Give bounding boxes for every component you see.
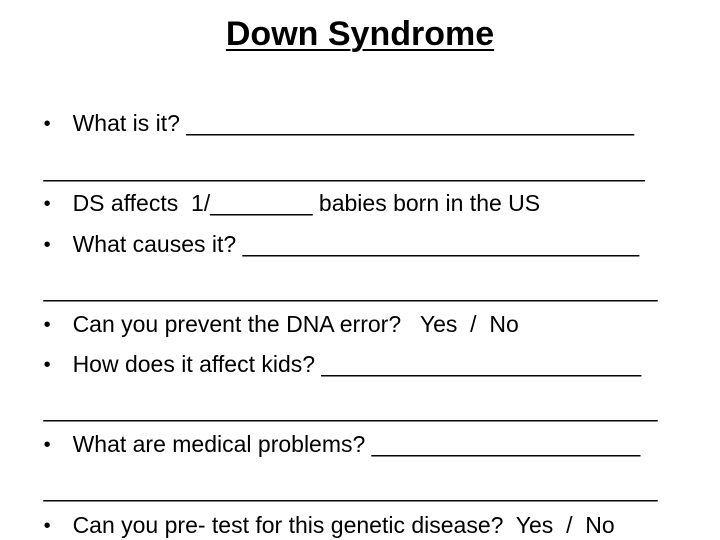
line-text: How does it affect kids? _________________________ [72, 351, 642, 377]
page-title: Down Syndrome [225, 15, 495, 53]
bullet-icon: • [43, 113, 51, 135]
line-text: Can you prevent the DNA error? Yes / No [72, 311, 519, 337]
line-text: What are medical problems? _____________________ [72, 431, 641, 457]
line-text: What causes it? _______________________________ [72, 231, 640, 257]
line-text: ________________________________________________ [43, 396, 658, 422]
bullet-icon: • [43, 314, 51, 336]
line-text: ________________________________________________ [43, 476, 658, 502]
bullet-icon: • [43, 515, 51, 537]
bullet-icon: • [43, 193, 51, 215]
line-text: Can you pre- test for this genetic disease? Yes / No [72, 512, 615, 538]
bullet-line-pre-test [18, 480, 615, 540]
line-text: What is it? ___________________________________ [72, 110, 635, 136]
line-text: _______________________________________________ [43, 156, 645, 182]
line-text: ________________________________________________ [43, 276, 658, 302]
bullet-icon: • [43, 234, 51, 256]
bullet-icon: • [43, 434, 51, 456]
line-text: DS affects 1/________ babies born in the US [72, 190, 541, 216]
bullet-icon: • [43, 354, 51, 376]
